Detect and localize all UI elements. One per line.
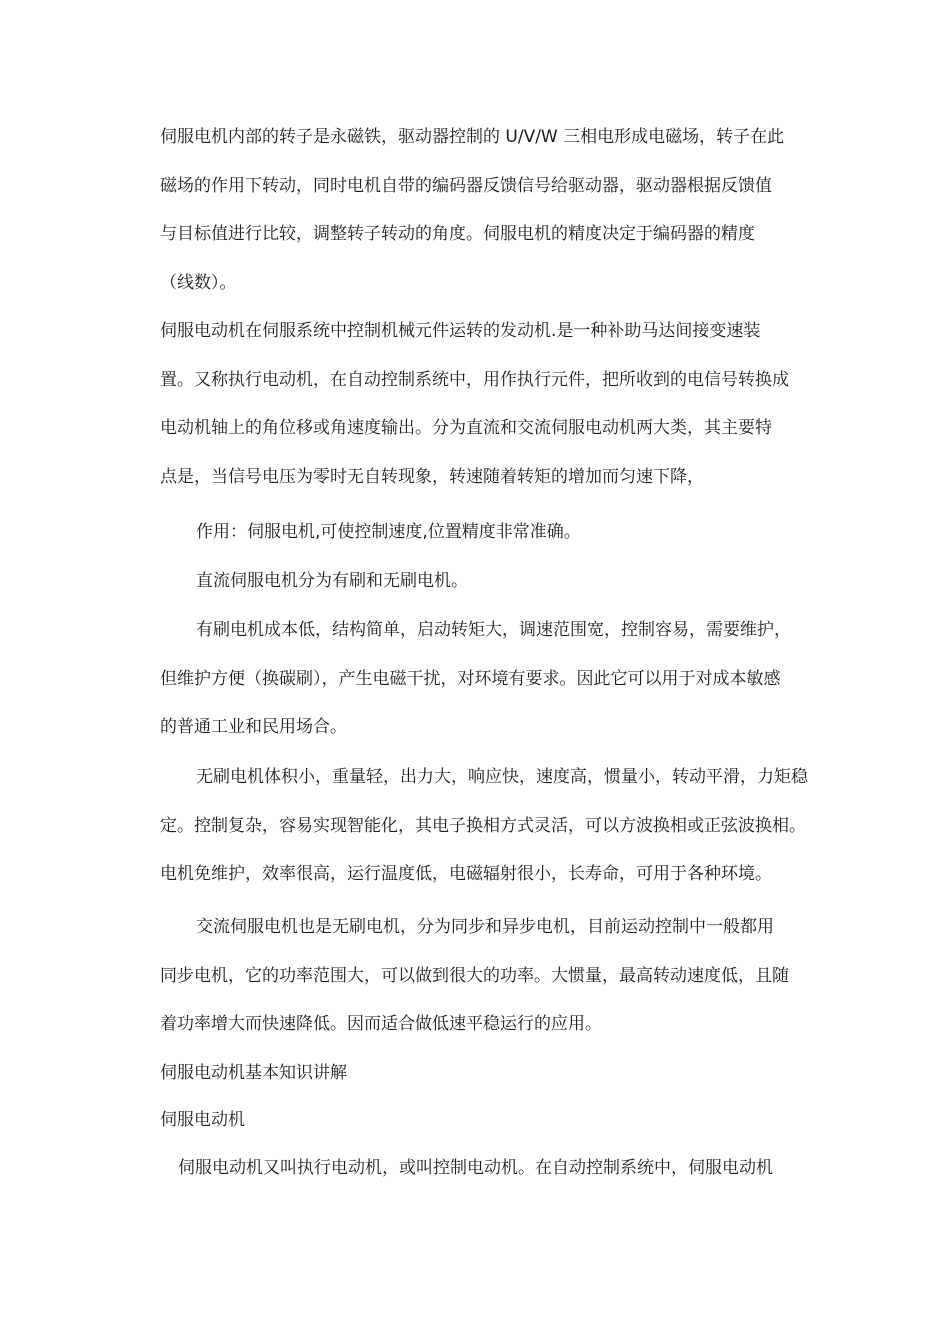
- section-heading-basics: [160, 1049, 840, 1098]
- paragraph-dc-servo: [160, 557, 840, 606]
- paragraph-servo-alias: [160, 1144, 840, 1193]
- text-line: 点是，当信号电压为零时无自转现象，转速随着转矩的增加而匀速下降，: [160, 466, 704, 487]
- text-line: 伺服电机内部的转子是永磁铁，驱动器控制的 U/V/W 三相电形成电磁场，转子在此: [160, 127, 785, 147]
- text-line: 伺服电动机在伺服系统中控制机械元件运转的发动机.是一种补助马达间接变速装: [160, 321, 761, 341]
- text-line: 伺服电动机: [160, 1110, 245, 1130]
- text-line: 同步电机，它的功率范围大，可以做到很大的功率。大惯量，最高转动速度低，且随: [160, 965, 789, 986]
- paragraph-brushed-motor: [160, 606, 840, 752]
- text-line: 的普通工业和民用场合。: [160, 717, 347, 737]
- paragraph-rotor-principle: [160, 113, 840, 307]
- text-line: 着功率增大而快速降低。因而适合做低速平稳运行的应用。: [160, 1014, 602, 1034]
- text-line: 与目标值进行比较，调整转子转动的角度。伺服电机的精度决定于编码器的精度: [160, 224, 755, 244]
- text-line: 伺服电动机基本知识讲解: [160, 1063, 347, 1083]
- text-line: 磁场的作用下转动，同时电机自带的编码器反馈信号给驱动器，驱动器根据反馈值: [160, 175, 772, 196]
- text-line: 直流伺服电机分为有刷和无刷电机。: [196, 571, 468, 591]
- paragraph-function: [160, 508, 840, 557]
- text-line: （线数）。: [160, 272, 237, 293]
- text-line: 作用：伺服电机,可使控制速度,位置精度非常准确。: [196, 522, 581, 542]
- text-line: 电机免维护，效率很高，运行温度低，电磁辐射很小，长寿命，可用于各种环境。: [160, 864, 772, 884]
- text-line: 有刷电机成本低，结构简单，启动转矩大，调速范围宽，控制容易，需要维护，: [196, 620, 791, 640]
- text-line: 无刷电机体积小，重量轻，出力大，响应快，速度高，惯量小，转动平滑，力矩稳: [196, 767, 808, 787]
- text-line: 伺服电动机又叫执行电动机，或叫控制电动机。在自动控制系统中，伺服电动机: [178, 1158, 773, 1178]
- text-line: 定。控制复杂，容易实现智能化，其电子换相方式灵活，可以方波换相或正弦波换相。: [160, 815, 806, 836]
- paragraph-ac-servo: [160, 903, 840, 1049]
- paragraph-brushless-motor: [160, 753, 840, 899]
- section-heading-servo-motor: [160, 1096, 840, 1145]
- text-line: 置。又称执行电动机，在自动控制系统中，用作执行元件，把所收到的电信号转换成: [160, 369, 789, 390]
- text-line: 但维护方便（换碳刷），产生电磁干扰，对环境有要求。因此它可以用于对成本敏感: [160, 668, 781, 689]
- text-line: 交流伺服电机也是无刷电机，分为同步和异步电机，目前运动控制中一般都用: [196, 917, 774, 937]
- paragraph-servo-definition: [160, 307, 840, 501]
- text-line: 电动机轴上的角位移或角速度输出。分为直流和交流伺服电动机两大类，其主要特: [160, 418, 772, 438]
